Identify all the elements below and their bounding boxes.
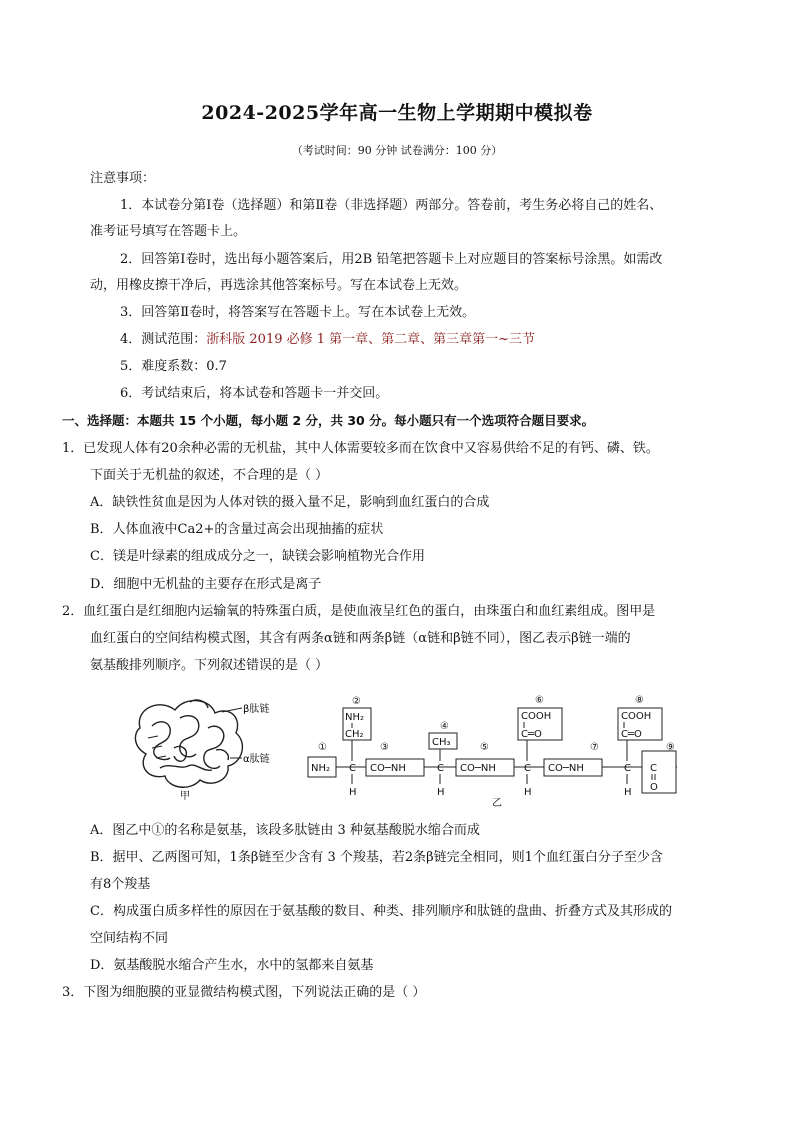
marker-4: ④ — [440, 721, 449, 732]
marker-7: ⑦ — [590, 742, 599, 753]
side-chain-cooh: COOH — [621, 711, 652, 722]
alpha-carbon: C — [437, 763, 444, 774]
peptide-bond-2: CO─NH — [460, 763, 496, 774]
note-scope-prefix: 4．测试范围： — [120, 332, 207, 347]
question-1-option-d: D．细胞中无机盐的主要存在形式是离子 — [90, 577, 322, 592]
question-2-stem: 血红蛋白的空间结构模式图，其含有两条α链和两条β链（α链和β链不同），图乙表示β链一端的 — [90, 631, 631, 646]
question-1-option-a: A．缺铁性贫血是因为人体对铁的摄入量不足，影响到血红蛋白的合成 — [90, 495, 490, 510]
marker-3: ③ — [380, 742, 389, 753]
carbonyl-carbon: C — [650, 763, 657, 774]
question-3-stem: 3．下图为细胞膜的亚显微结构模式图，下列说法正确的是（ ） — [62, 985, 426, 1000]
peptide-bond-1: CO─NH — [370, 763, 406, 774]
peptide-chain-diagram — [308, 695, 677, 798]
alpha-carbon: C — [624, 763, 631, 774]
section-heading: 一、选择题：本题共 15 个小题，每小题 2 分，共 30 分。每小题只有一个选项符合题目要求。 — [62, 413, 595, 428]
question-2-option-b-cont: 有8个羧基 — [90, 877, 151, 892]
hydrogen: H — [524, 787, 532, 798]
alpha-carbon: C — [349, 763, 356, 774]
marker-2: ② — [352, 696, 361, 707]
side-chain-carbonyl: C═O — [521, 729, 542, 740]
question-2-stem: 氨基酸排列顺序。下列叙述错误的是（ ） — [90, 658, 329, 673]
question-2-option-d: D．氨基酸脱水缩合产生水，水中的氢都来自氨基 — [90, 958, 374, 973]
note-scope — [120, 331, 535, 349]
marker-8: ⑧ — [635, 695, 644, 706]
hemoglobin-structure-drawing — [135, 700, 242, 787]
alpha-chain-label: α肽链 — [243, 754, 270, 765]
marker-9: ⑨ — [666, 742, 675, 753]
figure-yi-label: 乙 — [492, 798, 502, 808]
side-chain-ch2: CH₂ — [345, 729, 364, 740]
question-1-stem: 1．已发现人体有20余种必需的无机盐，其中人体需要较多而在饮食中又容易供给不足的有钙、磷、铁。 — [62, 441, 659, 456]
amino-group-text: NH₂ — [311, 763, 331, 774]
beta-chain-label: β肽链 — [243, 704, 270, 715]
carbonyl-oxygen: O — [650, 782, 658, 793]
note-line: 2．回答第Ⅰ卷时，选出每小题答案后，用2B 铅笔把答题卡上对应题目的答案标号涂黑。如需改 — [120, 252, 663, 267]
question-1-option-b: B．人体血液中Ca2+的含量过高会出现抽搐的症状 — [90, 522, 384, 537]
hydrogen: H — [624, 787, 632, 798]
question-1-stem: 下面关于无机盐的叙述，不合理的是（ ） — [90, 468, 329, 483]
peptide-bond-3: CO─NH — [548, 763, 584, 774]
notes-heading: 注意事项： — [90, 171, 156, 186]
question-1-option-c: C．镁是叶绿素的组成成分之一，缺镁会影响植物光合作用 — [90, 549, 425, 564]
hemoglobin-figure — [130, 688, 690, 808]
question-2-option-c-cont: 空间结构不同 — [90, 931, 169, 946]
note-line: 动，用橡皮擦干净后，再选涂其他答案标号。写在本试卷上无效。 — [90, 278, 468, 293]
side-chain-carbonyl: C═O — [621, 729, 642, 740]
side-chain-ch3: CH₃ — [432, 737, 451, 748]
note-line: 1．本试卷分第Ⅰ卷（选择题）和第Ⅱ卷（非选择题）两部分。答卷前，考生务必将自己的姓名、 — [120, 198, 663, 213]
note-line: 3．回答第Ⅱ卷时，将答案写在答题卡上。写在本试卷上无效。 — [120, 305, 476, 320]
marker-6: ⑥ — [535, 695, 544, 706]
side-chain-cooh: COOH — [521, 711, 552, 722]
alpha-carbon: C — [524, 763, 531, 774]
note-scope-value: 浙科版 2019 必修 1 第一章、第二章、第三章第一~三节 — [206, 332, 536, 347]
hydrogen: H — [349, 787, 357, 798]
exam-info: （考试时间：90 分钟 试卷满分：100 分） — [291, 144, 503, 157]
note-difficulty: 5．难度系数：0.7 — [120, 359, 227, 374]
note-end: 6．考试结束后，将本试卷和答题卡一并交回。 — [120, 386, 389, 401]
marker-5: ⑤ — [480, 742, 489, 753]
figure-jia-label: 甲 — [180, 791, 190, 802]
side-chain-nh2: NH₂ — [345, 712, 365, 723]
question-2-option-b: B．据甲、乙两图可知，1条β链至少含有 3 个羧基，若2条β链完全相同，则1个血红蛋白分子至少含 — [90, 850, 663, 865]
marker-1: ① — [318, 742, 327, 753]
note-line: 准考证号填写在答题卡上。 — [90, 224, 247, 239]
question-2-stem: 2．血红蛋白是红细胞内运输氧的特殊蛋白质，是使血液呈红色的蛋白，由珠蛋白和血红素组成。图甲是 — [62, 604, 656, 619]
question-2-option-a: A．图乙中①的名称是氨基，该段多肽链由 3 种氨基酸脱水缩合而成 — [90, 823, 480, 838]
hydrogen: H — [437, 787, 445, 798]
question-2-option-c: C．构成蛋白质多样性的原因在于氨基酸的数目、种类、排列顺序和肽链的盘曲、折叠方式及其形成的 — [90, 904, 672, 919]
page-title: 2024-2025学年高一生物上学期期中模拟卷 — [201, 102, 593, 124]
